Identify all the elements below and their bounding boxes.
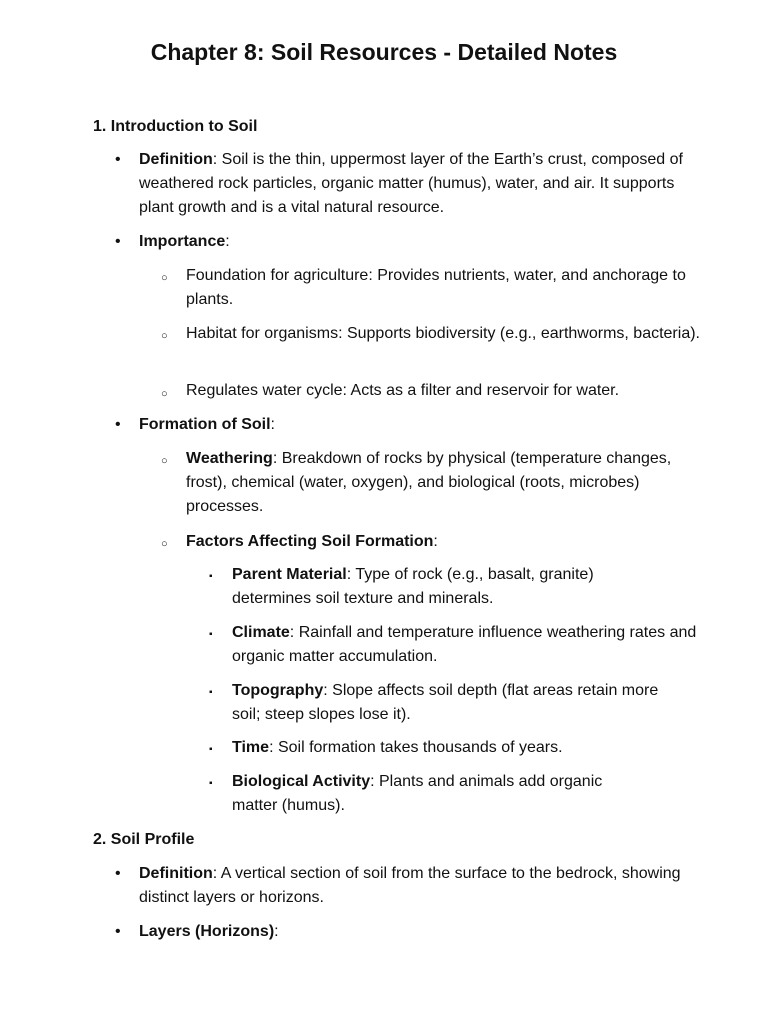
circle-bullet-icon: ○ (161, 272, 168, 284)
list-item-climate (232, 621, 702, 669)
bullet-icon: • (115, 233, 121, 250)
weathering-text: : Breakdown of rocks by physical (temperature changes, frost), chemical (water, oxygen), and biological (roots, microbes) processes. (186, 450, 672, 515)
list-item-definition (139, 148, 699, 220)
importance-colon: : (225, 233, 230, 250)
bullet-icon: • (115, 416, 121, 433)
circle-bullet-icon: ○ (161, 388, 168, 400)
bullet-icon: • (115, 923, 121, 940)
term-biological-activity: Biological Activity (232, 773, 371, 790)
list-item-factors (186, 530, 706, 554)
list-item-formation (139, 413, 699, 437)
list-item-importance-habitat: Habitat for organisms: Supports biodiversity (e.g., earthworms, bacteria). (186, 325, 700, 342)
term-factors: Factors Affecting Soil Formation (186, 533, 434, 550)
layers-colon: : (274, 923, 279, 940)
term-definition: Definition (139, 151, 213, 168)
list-item-importance (139, 230, 699, 254)
circle-bullet-icon: ○ (161, 455, 168, 467)
term-profile-definition: Definition (139, 865, 213, 882)
section-heading-soil-profile: 2. Soil Profile (93, 831, 195, 848)
term-weathering: Weathering (186, 450, 273, 467)
list-item-importance-agriculture: Foundation for agriculture: Provides nutrients, water, and anchorage to plants. (186, 267, 686, 308)
time-text: : Soil formation takes thousands of years. (269, 739, 563, 756)
topography-text: : Slope affects soil depth (flat areas retain more soil; steep slopes lose it). (232, 682, 659, 723)
biological-activity-text: : Plants and animals add organic matter (humus). (232, 773, 603, 814)
bullet-icon: • (115, 151, 121, 168)
profile-definition-text: : A vertical section of soil from the surface to the bedrock, showing distinct layers or horizons. (139, 865, 681, 906)
circle-bullet-icon: ○ (161, 538, 168, 550)
bullet-icon: • (115, 865, 121, 882)
term-parent-material: Parent Material (232, 566, 347, 583)
page-title: Chapter 8: Soil Resources - Detailed Notes (150, 39, 618, 65)
term-importance: Importance (139, 233, 226, 250)
term-layers: Layers (Horizons) (139, 923, 275, 940)
list-item-time (232, 736, 702, 760)
term-formation: Formation of Soil (139, 416, 271, 433)
list-item-importance-water-cycle: Regulates water cycle: Acts as a filter and reservoir for water. (186, 382, 620, 399)
list-item-layers (139, 920, 699, 944)
circle-bullet-icon: ○ (161, 330, 168, 342)
list-item-weathering (186, 447, 681, 519)
section-heading-introduction: 1. Introduction to Soil (93, 118, 258, 135)
square-bullet-icon: ▪ (209, 778, 213, 789)
term-climate: Climate (232, 624, 290, 641)
factors-colon: : (433, 533, 438, 550)
square-bullet-icon: ▪ (209, 629, 213, 640)
square-bullet-icon: ▪ (209, 687, 213, 698)
formation-colon: : (270, 416, 275, 433)
square-bullet-icon: ▪ (209, 744, 213, 755)
parent-material-text: : Type of rock (e.g., basalt, granite) determines soil texture and minerals. (232, 566, 594, 607)
list-item-profile-definition (139, 862, 699, 910)
list-item-topography (232, 679, 672, 727)
definition-text: : Soil is the thin, uppermost layer of the Earth’s crust, composed of weathered rock particles, organic matter (humus), water, and air. It supports plant growth and is a vital natural resource. (139, 151, 683, 216)
term-topography: Topography (232, 682, 324, 699)
climate-text: : Rainfall and temperature influence weathering rates and organic matter accumulation. (232, 624, 697, 665)
list-item-parent-material (232, 563, 672, 611)
term-time: Time (232, 739, 270, 756)
list-item-biological-activity (232, 770, 652, 818)
square-bullet-icon: ▪ (209, 571, 213, 582)
